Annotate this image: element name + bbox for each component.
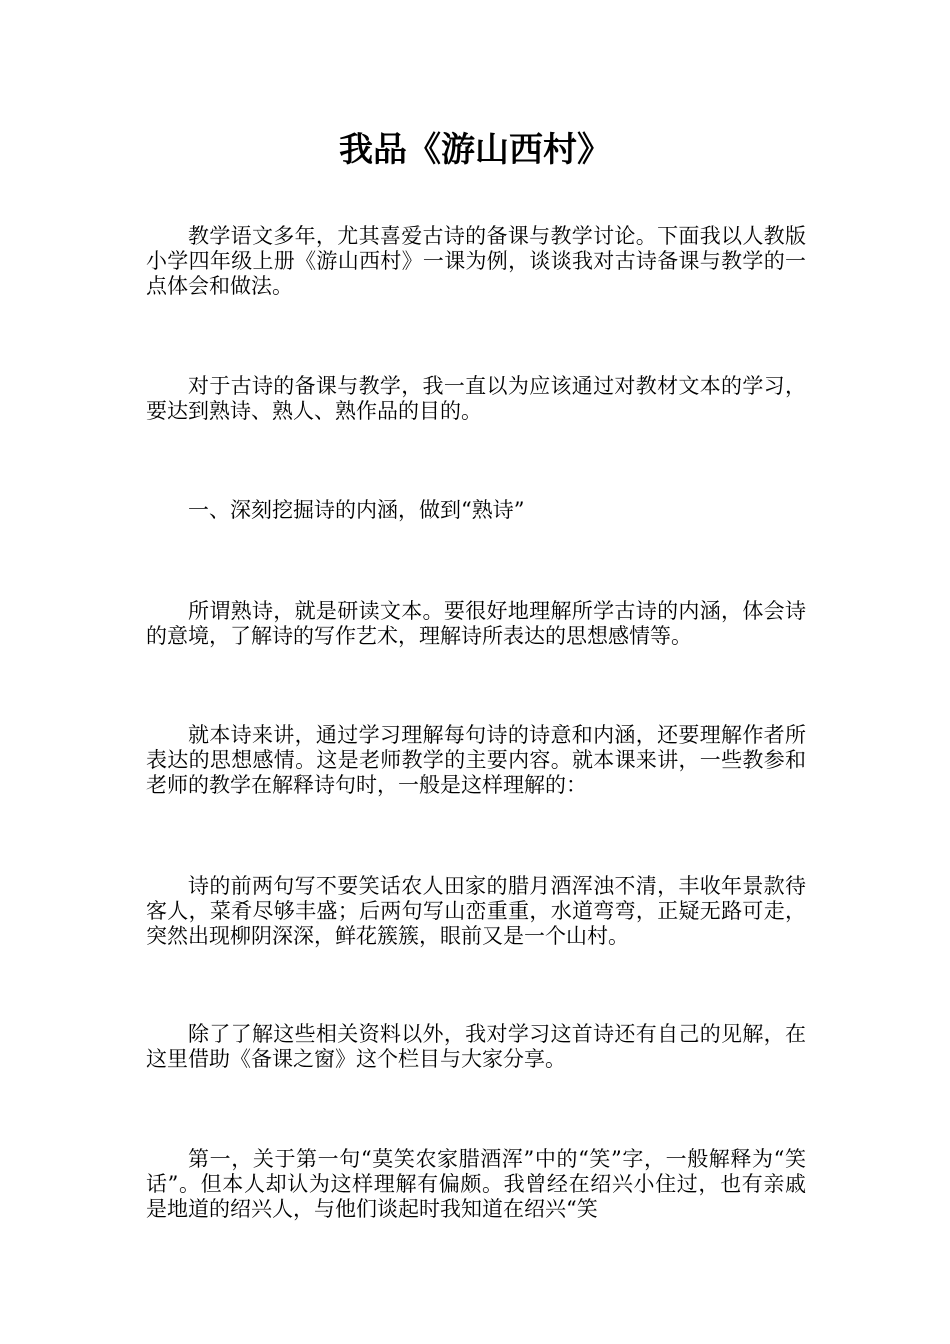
document-title: 我品《游山西村》 — [339, 130, 611, 170]
paragraph-goal: 对于古诗的备课与教学，我一直以为应该通过对教材文本的学习，要达到熟诗、熟人、熟作品的目的。 — [146, 374, 806, 423]
section-heading-1: 一、深刻挖掘诗的内涵，做到“熟诗” — [188, 498, 525, 522]
paragraph-own-view: 除了了解这些相关资料以外，我对学习这首诗还有自己的见解，在这里借助《备课之窗》这个栏目与大家分享。 — [146, 1022, 806, 1071]
paragraph-poem-meaning: 诗的前两句写不要笑话农人田家的腊月酒浑浊不清，丰收年景款待客人，菜肴尽够丰盛；后两句写山峦重重，水道弯弯，正疑无路可走，突然出现柳阴深深，鲜花簇簇，眼前又是一个山村。 — [146, 874, 806, 948]
paragraph-this-poem: 就本诗来讲，通过学习理解每句诗的诗意和内涵，还要理解作者所表达的思想感情。这是老师教学的主要内容。就本课来讲，一些教参和老师的教学在解释诗句时，一般是这样理解的： — [146, 723, 806, 797]
paragraph-first-point: 第一，关于第一句“莫笑农家腊酒浑”中的“笑”字，一般解释为“笑话”。但本人却认为这样理解有偏颇。我曾经在绍兴小住过，也有亲戚是地道的绍兴人，与他们谈起时我知道在绍兴“笑 — [146, 1147, 806, 1221]
paragraph-intro: 教学语文多年，尤其喜爱古诗的备课与教学讨论。下面我以人教版小学四年级上册《游山西村》一课为例，谈谈我对古诗备课与教学的一点体会和做法。 — [146, 224, 806, 298]
paragraph-shu-shi: 所谓熟诗，就是研读文本。要很好地理解所学古诗的内涵，体会诗的意境，了解诗的写作艺术，理解诗所表达的思想感情等。 — [146, 599, 806, 648]
